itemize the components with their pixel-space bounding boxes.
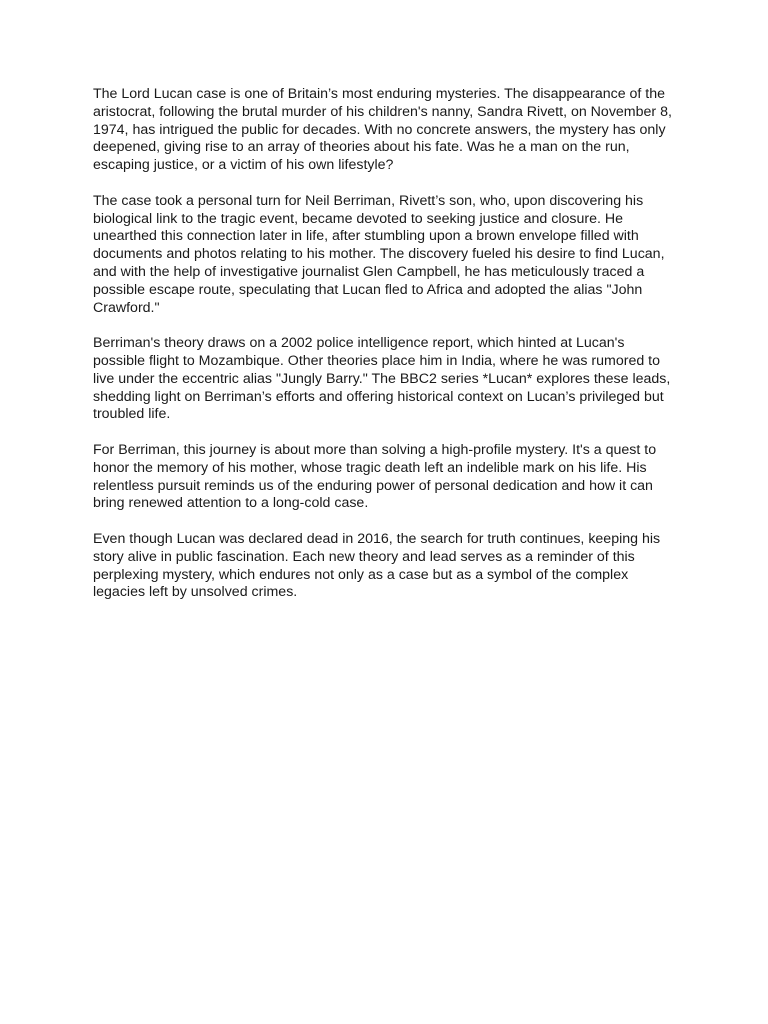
paragraph-2: The case took a personal turn for Neil Berriman, Rivett’s son, who, upon discovering his biological link to the tragic event, became devoted to seeking justice and closure. He unearthed this connection later in life, after stumbling upon a brown envelope filled with documents and photos relating to his mother. The discovery fueled his desire to find Lucan, and with the help of investigative journalist Glen Campbell, he has meticulously traced a possible escape route, speculating that Lucan fled to Africa and adopted the alias "John Crawford."	[93, 192, 665, 316]
document-body	[93, 86, 673, 620]
paragraph-4: For Berriman, this journey is about more than solving a high-profile mystery. It's a quest to honor the memory of his mother, whose tragic death left an indelible mark on his life. His relentless pursuit reminds us of the enduring power of personal dedication and how it can bring renewed attention to a long-cold case.	[93, 441, 657, 512]
paragraph-5: Even though Lucan was declared dead in 2016, the search for truth continues, keeping his story alive in public fascination. Each new theory and lead serves as a reminder of this perplexing mystery, which endures not only as a case but as a symbol of the complex legacies left by unsolved crimes.	[93, 530, 661, 601]
paragraph-3: Berriman's theory draws on a 2002 police intelligence report, which hinted at Lucan's possible flight to Mozambique. Other theories place him in India, where he was rumored to live under the eccentric alias "Jungly Barry." The BBC2 series *Lucan* explores these leads, shedding light on Berriman’s efforts and offering historical context on Lucan’s privileged but troubled life.	[93, 335, 671, 423]
paragraph-1: The Lord Lucan case is one of Britain’s most enduring mysteries. The disappearance of the aristocrat, following the brutal murder of his children's nanny, Sandra Rivett, on November 8, 1974, has intrigued the public for decades. With no concrete answers, the mystery has only deepened, giving rise to an array of theories about his fate. Was he a man on the run, escaping justice, or a victim of his own lifestyle?	[93, 86, 672, 174]
